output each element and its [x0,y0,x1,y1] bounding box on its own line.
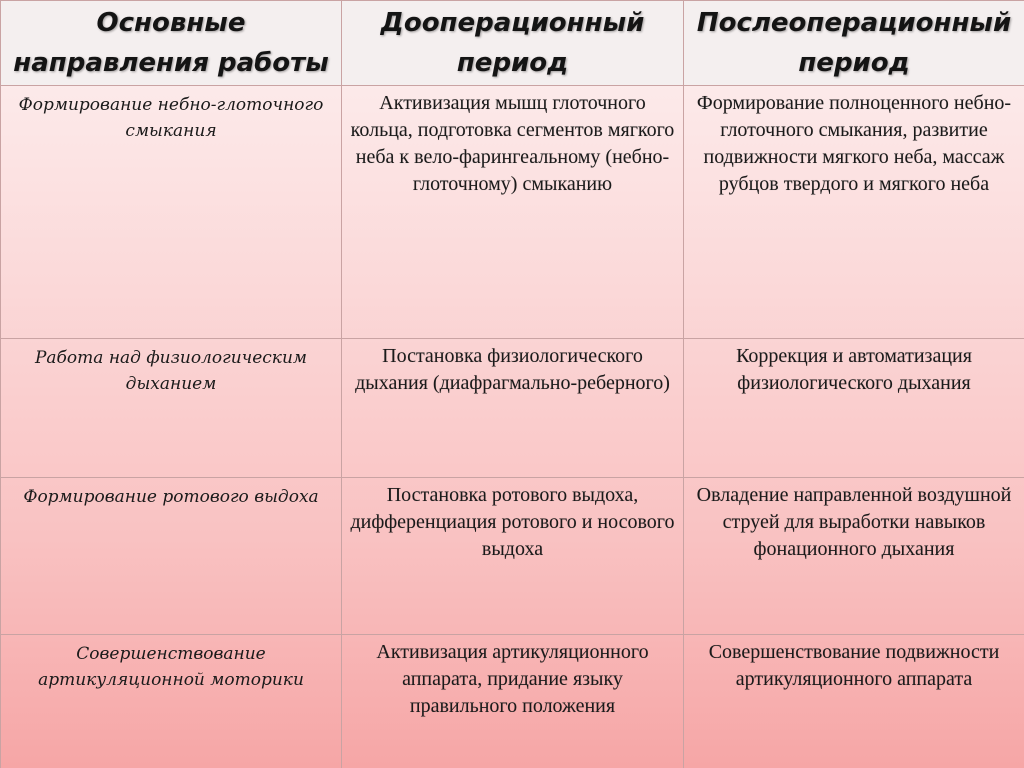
direction-cell: Работа над физиологическим дыханием [1,339,342,478]
direction-cell: Формирование небно-глоточного смыкания [1,86,342,339]
table-row [1,635,1024,768]
preop-cell: Постановка ротового выдоха, дифференциация ротового и носового выдоха [342,478,684,635]
table-header-row [1,1,1024,86]
postop-cell: Овладение направленной воздушной струей для выработки навыков фонационного дыхания [684,478,1024,635]
header-postoperative: Послеоперационный период [684,1,1024,86]
header-preoperative: Дооперационный период [342,1,684,86]
preop-cell: Активизация мышц глоточного кольца, подготовка сегментов мягкого неба к вело-фарингеальному (небно-глоточному) смыканию [342,86,684,339]
header-directions: Основные направления работы [1,1,342,86]
preop-cell: Активизация артикуляционного аппарата, придание языку правильного положения [342,635,684,768]
table-row [1,86,1024,339]
postop-cell: Формирование полноценного небно-глоточного смыкания, развитие подвижности мягкого неба, массаж рубцов твердого и мягкого неба [684,86,1024,339]
postop-cell: Коррекция и автоматизация физиологического дыхания [684,339,1024,478]
preop-cell: Постановка физиологического дыхания (диафрагмально-реберного) [342,339,684,478]
direction-cell: Совершенствование артикуляционной моторики [1,635,342,768]
table-row [1,339,1024,478]
direction-cell: Формирование ротового выдоха [1,478,342,635]
postop-cell: Совершенствование подвижности артикуляционного аппарата [684,635,1024,768]
table-row [1,478,1024,635]
